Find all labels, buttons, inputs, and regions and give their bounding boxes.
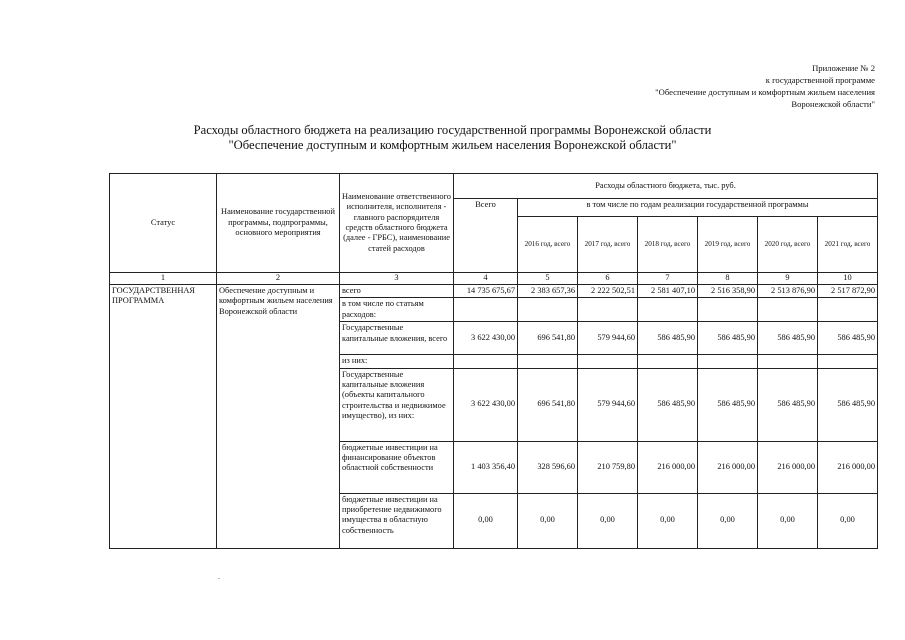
status-cell: ГОСУДАРСТВЕННАЯ ПРОГРАММА bbox=[110, 285, 217, 549]
value-cell bbox=[638, 355, 698, 368]
appendix-line: Воронежской области" bbox=[791, 99, 875, 109]
value-cell: 1 403 356,40 bbox=[454, 441, 518, 493]
header-year: 2021 год, всего bbox=[818, 217, 878, 273]
value-cell bbox=[698, 298, 758, 322]
value-cell: 586 485,90 bbox=[698, 368, 758, 441]
row-label: бюджетные инвестиции на приобретение недвижимого имущества в областную собственность bbox=[340, 493, 454, 548]
header-expenses: Расходы областного бюджета, тыс. руб. bbox=[454, 174, 878, 199]
value-cell: 586 485,90 bbox=[818, 322, 878, 355]
row-label: в том числе по статьям расходов: bbox=[340, 298, 454, 322]
value-cell bbox=[454, 355, 518, 368]
value-cell: 2 516 358,90 bbox=[698, 285, 758, 298]
value-cell: 216 000,00 bbox=[758, 441, 818, 493]
value-cell: 0,00 bbox=[638, 493, 698, 548]
value-cell: 14 735 675,67 bbox=[454, 285, 518, 298]
value-cell: 2 383 657,36 bbox=[518, 285, 578, 298]
header-year: 2020 год, всего bbox=[758, 217, 818, 273]
value-cell: 579 944,60 bbox=[578, 322, 638, 355]
value-cell: 216 000,00 bbox=[698, 441, 758, 493]
value-cell: 2 222 502,51 bbox=[578, 285, 638, 298]
appendix-line: "Обеспечение доступным и комфортным жильем населения bbox=[655, 87, 875, 97]
budget-table bbox=[109, 173, 878, 549]
column-number: 3 bbox=[340, 273, 454, 285]
value-cell: 2 513 876,90 bbox=[758, 285, 818, 298]
header-status: Статус bbox=[110, 174, 217, 273]
row-label: всего bbox=[340, 285, 454, 298]
row-label: Государственные капитальные вложения, всего bbox=[340, 322, 454, 355]
value-cell bbox=[638, 298, 698, 322]
value-cell: 586 485,90 bbox=[818, 368, 878, 441]
value-cell: 2 581 407,10 bbox=[638, 285, 698, 298]
row-label: Государственные капитальные вложения (объекты капитального строительства и недвижимое имущество), из них: bbox=[340, 368, 454, 441]
title-line: "Обеспечение доступным и комфортным жильем населения Воронежской области" bbox=[228, 138, 677, 152]
appendix-header bbox=[545, 62, 875, 110]
title-line: Расходы областного бюджета на реализацию государственной программы Воронежской области bbox=[193, 123, 712, 137]
value-cell: 3 622 430,00 bbox=[454, 368, 518, 441]
value-cell bbox=[818, 298, 878, 322]
header-year: 2019 год, всего bbox=[698, 217, 758, 273]
value-cell: 3 622 430,00 bbox=[454, 322, 518, 355]
value-cell: 0,00 bbox=[698, 493, 758, 548]
value-cell bbox=[758, 355, 818, 368]
value-cell: 0,00 bbox=[578, 493, 638, 548]
value-cell: 579 944,60 bbox=[578, 368, 638, 441]
appendix-line: Приложение № 2 bbox=[812, 63, 875, 73]
value-cell: 586 485,90 bbox=[698, 322, 758, 355]
value-cell: 0,00 bbox=[518, 493, 578, 548]
row-label: бюджетные инвестиции на финансирование объектов областной собственности bbox=[340, 441, 454, 493]
column-number: 1 bbox=[110, 273, 217, 285]
value-cell: 0,00 bbox=[818, 493, 878, 548]
value-cell: 2 517 872,90 bbox=[818, 285, 878, 298]
column-number: 6 bbox=[578, 273, 638, 285]
column-number: 7 bbox=[638, 273, 698, 285]
header-year: 2017 год, всего bbox=[578, 217, 638, 273]
value-cell bbox=[454, 298, 518, 322]
value-cell: 0,00 bbox=[758, 493, 818, 548]
appendix-line: к государственной программе bbox=[765, 75, 875, 85]
value-cell bbox=[818, 355, 878, 368]
value-cell bbox=[518, 355, 578, 368]
column-number: 8 bbox=[698, 273, 758, 285]
value-cell bbox=[578, 355, 638, 368]
row-label: из них: bbox=[340, 355, 454, 368]
value-cell bbox=[518, 298, 578, 322]
column-number: 4 bbox=[454, 273, 518, 285]
value-cell bbox=[578, 298, 638, 322]
header-year: 2016 год, всего bbox=[518, 217, 578, 273]
table-row bbox=[110, 285, 878, 298]
header-total: Всего bbox=[454, 199, 518, 273]
header-executor: Наименование ответственного исполнителя, исполнителя - главного распорядителя средств областного бюджета (далее - ГРБС), наименование статей расходов bbox=[340, 174, 454, 273]
header-year: 2018 год, всего bbox=[638, 217, 698, 273]
scan-speck bbox=[218, 578, 220, 579]
value-cell: 0,00 bbox=[454, 493, 518, 548]
value-cell: 696 541,80 bbox=[518, 368, 578, 441]
column-number: 5 bbox=[518, 273, 578, 285]
header-name: Наименование государственной программы, подпрограммы, основного мероприятия bbox=[217, 174, 340, 273]
document-title bbox=[0, 123, 905, 153]
value-cell: 216 000,00 bbox=[818, 441, 878, 493]
value-cell: 328 596,60 bbox=[518, 441, 578, 493]
program-name-cell: Обеспечение доступным и комфортным жильем населения Воронежской области bbox=[217, 285, 340, 549]
value-cell: 586 485,90 bbox=[758, 368, 818, 441]
column-number: 9 bbox=[758, 273, 818, 285]
value-cell: 216 000,00 bbox=[638, 441, 698, 493]
value-cell bbox=[698, 355, 758, 368]
value-cell: 210 759,80 bbox=[578, 441, 638, 493]
value-cell: 586 485,90 bbox=[638, 368, 698, 441]
value-cell bbox=[758, 298, 818, 322]
column-number: 2 bbox=[217, 273, 340, 285]
value-cell: 696 541,80 bbox=[518, 322, 578, 355]
value-cell: 586 485,90 bbox=[638, 322, 698, 355]
value-cell: 586 485,90 bbox=[758, 322, 818, 355]
column-number: 10 bbox=[818, 273, 878, 285]
header-by-years: в том числе по годам реализации государственной программы bbox=[518, 199, 878, 217]
